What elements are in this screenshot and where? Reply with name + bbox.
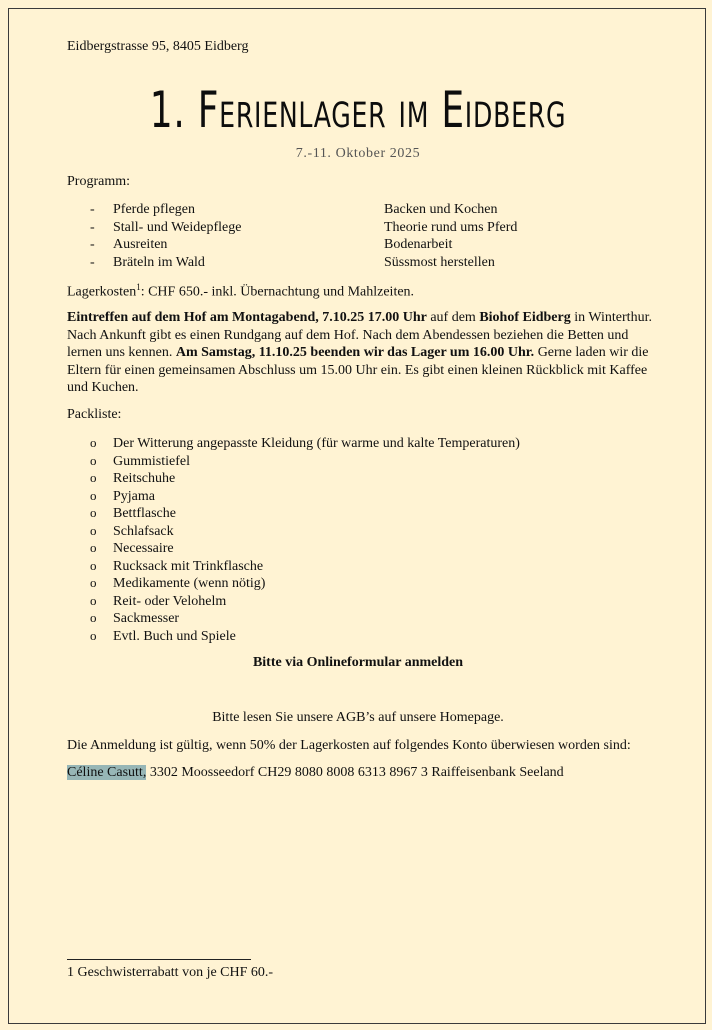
footnote-ref: 1	[136, 282, 141, 292]
costs-label: Lagerkosten	[67, 284, 137, 300]
info-text: auf dem	[426, 310, 480, 325]
program-item: Bräteln im Wald	[113, 255, 205, 270]
registration-note: Bitte via Onlineformular anmelden	[252, 655, 464, 670]
end-text: Am Samstag, 11.10.25 beenden wir das Lager um 16.00 Uhr.	[175, 345, 535, 361]
list-item	[90, 523, 174, 540]
dash-bullet: -	[90, 202, 95, 217]
document-page	[8, 8, 706, 1024]
list-item	[90, 610, 179, 627]
account-holder: Céline Casutt,	[67, 765, 147, 780]
list-item	[90, 628, 236, 645]
program-item: Pferde pflegen	[113, 202, 196, 217]
list-item-label: Pyjama	[113, 489, 155, 504]
program-item: Süssmost herstellen	[384, 255, 495, 270]
costs-text: : CHF 650.- inkl. Übernachtung und Mahlzeiten.	[140, 284, 415, 300]
date-subtitle: 7.-11. Oktober 2025	[295, 146, 421, 161]
circle-bullet: o	[90, 435, 97, 450]
footnote: 1 Geschwisterrabatt von je CHF 60.-	[67, 965, 274, 980]
list-item	[90, 435, 520, 452]
list-item-label: Evtl. Buch und Spiele	[113, 629, 236, 644]
info-paragraph	[67, 309, 657, 397]
list-item	[90, 575, 265, 592]
agb-note: Bitte lesen Sie unsere AGB’s auf unsere Homepage.	[212, 710, 504, 725]
account-line	[67, 765, 564, 781]
program-label: Programm:	[67, 174, 130, 189]
list-item	[90, 558, 263, 575]
farm-name: Biohof Eidberg	[479, 310, 571, 325]
info-text: in Winterthur. Nach Ankunft gibt es einen Rundgang auf dem Hof. Nach dem Abendessen beziehen die Betten und lernen uns kennen.	[67, 310, 652, 361]
program-item: Bodenarbeit	[384, 237, 453, 252]
packlist-label: Packliste:	[67, 407, 122, 422]
list-item-label: Bettflasche	[113, 506, 176, 521]
list-item-label: Der Witterung angepasste Kleidung (für warme und kalte Temperaturen)	[113, 436, 520, 451]
list-item-label: Reitschuhe	[113, 471, 176, 486]
document-title: 1. Ferienlager im Eidberg	[149, 81, 567, 139]
program-row	[9, 202, 707, 220]
list-item-label: Sackmesser	[113, 611, 180, 626]
arrival-text: Eintreffen auf dem Hof am Montagabend, 7.10.25 17.00 Uhr	[67, 310, 427, 325]
program-item: Theorie rund ums Pferd	[384, 220, 518, 235]
program-row	[9, 220, 707, 238]
list-item	[90, 453, 190, 470]
address-line: Eidbergstrasse 95, 8405 Eidberg	[67, 39, 249, 54]
circle-bullet: o	[90, 575, 97, 590]
list-item-label: Schlafsack	[113, 524, 174, 539]
dash-bullet: -	[90, 255, 95, 270]
list-item	[90, 593, 226, 610]
costs-line	[67, 282, 414, 301]
account-details: 3302 Moosseedorf CH29 8080 8008 6313 8967 3 Raiffeisenbank Seeland	[146, 765, 564, 780]
circle-bullet: o	[90, 470, 97, 485]
circle-bullet: o	[90, 610, 97, 625]
circle-bullet: o	[90, 523, 97, 538]
program-row	[9, 255, 707, 273]
program-item: Ausreiten	[113, 237, 168, 252]
circle-bullet: o	[90, 593, 97, 608]
circle-bullet: o	[90, 628, 97, 643]
circle-bullet: o	[90, 453, 97, 468]
list-item-label: Medikamente (wenn nötig)	[113, 576, 266, 591]
list-item-label: Necessaire	[113, 541, 174, 556]
circle-bullet: o	[90, 558, 97, 573]
circle-bullet: o	[90, 488, 97, 503]
list-item	[90, 488, 155, 505]
info-text: Gerne laden wir die Eltern für einen gemeinsamen Abschluss um 15.00 Uhr ein. Es gibt einen kleinen Rückblick mit Kaffee und Kuchen.	[67, 345, 649, 396]
footnote-divider	[67, 959, 251, 960]
circle-bullet: o	[90, 505, 97, 520]
circle-bullet: o	[90, 540, 97, 555]
list-item	[90, 470, 175, 487]
dash-bullet: -	[90, 220, 95, 235]
list-item	[90, 540, 174, 557]
dash-bullet: -	[90, 237, 95, 252]
program-item: Stall- und Weidepflege	[113, 220, 242, 235]
list-item-label: Rucksack mit Trinkflasche	[113, 559, 264, 574]
program-item: Backen und Kochen	[384, 202, 498, 217]
validity-note: Die Anmeldung ist gültig, wenn 50% der Lagerkosten auf folgendes Konto überwiesen worden sind:	[67, 738, 631, 753]
program-row	[9, 237, 707, 255]
list-item-label: Reit- oder Velohelm	[113, 594, 227, 609]
list-item	[90, 505, 176, 522]
list-item-label: Gummistiefel	[113, 454, 190, 469]
